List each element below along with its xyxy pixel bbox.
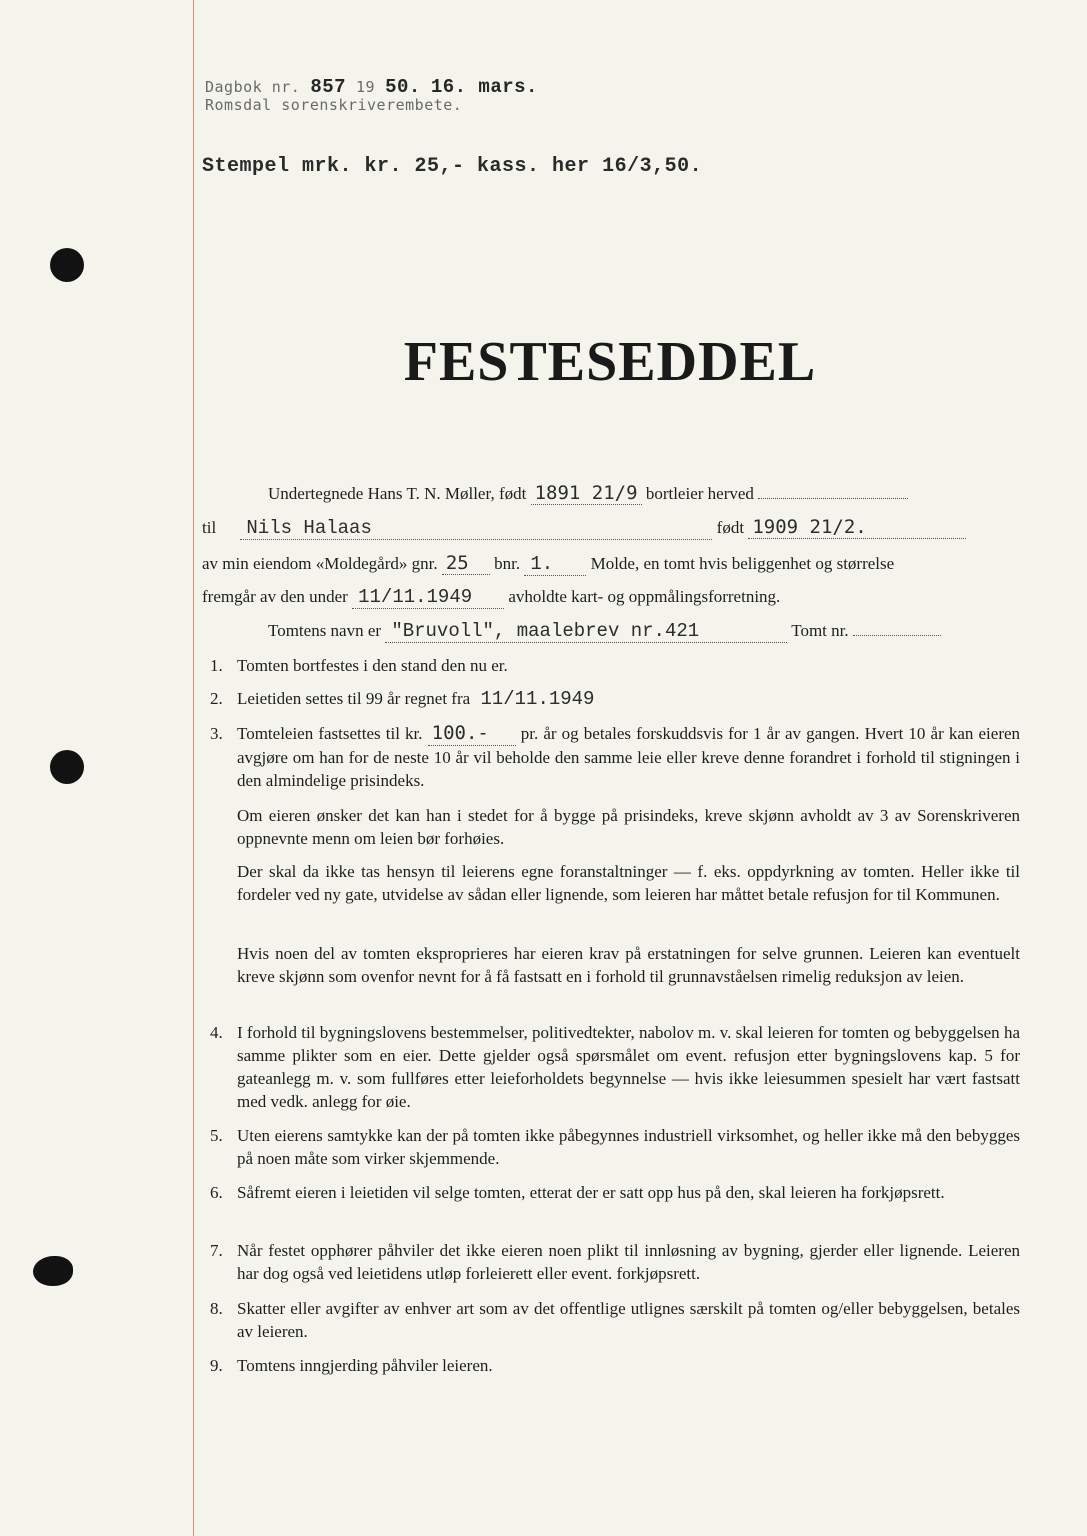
plot-number-blank (853, 621, 941, 636)
clause-text: pr. år og betales forskuddsvis for 1 år av gangen. Hvert 10 år kan eieren avgjøre om han for de neste 10 år vil beholde den samme leie eller kreve denne forandret i forhold til stigningen i den almindelige prisindeks. (237, 724, 1021, 790)
lessor-birthdate: 1891 21/9 (531, 482, 642, 505)
punch-hole (50, 750, 84, 784)
survey-date: 11/11.1949 (352, 586, 504, 609)
diary-stamp (205, 78, 538, 114)
gnr-value: 25 (442, 552, 490, 575)
margin-rule (193, 0, 194, 1536)
clause-text: Tomtens inngjerding påhviler leieren. (237, 1356, 493, 1375)
intro-line-3 (202, 552, 894, 576)
clause-text: Uten eierens samtykke kan der på tomten ikke påbegynnes industriell virksomhet, og heller ikke må den bebygges på noen måte som virker skjemmende. (237, 1126, 1020, 1168)
intro-line-2 (202, 516, 966, 540)
intro-text: fremgår av den under (202, 587, 348, 606)
intro-text: Tomt nr. (791, 621, 849, 640)
rent-amount: 100.- (428, 722, 516, 746)
clause-number: 5. (210, 1126, 223, 1145)
intro-text: født (716, 518, 745, 537)
lease-start-date: 11/11.1949 (480, 688, 595, 710)
clause-text: Skatter eller avgifter av enhver art som av det offentlige utlignes særskilt på tomten og/eller bebyggelsen, betales av leieren. (237, 1299, 1020, 1341)
intro-text: Tomtens navn er (268, 621, 382, 640)
clause-3-paragraph: Der skal da ikke tas hensyn til leierens egne foranstaltninger — f. eks. oppdyrkning av tomten. Heller ikke til fordeler ved ny gate, utvidelse av sådan eller lignende, som leieren har måttet betale refusjon for til Kommunen. (237, 862, 1020, 904)
lessee-birthdate: 1909 21/2. (748, 516, 966, 539)
clause-3 (210, 722, 1020, 792)
clause-9 (210, 1354, 1020, 1377)
intro-text: av min eiendom «Moldegård» gnr. (202, 554, 438, 573)
diary-year: 50. (385, 76, 421, 98)
clause-7 (210, 1239, 1020, 1285)
punch-hole (50, 248, 84, 282)
diary-number: 857 (310, 76, 347, 98)
lessee-name: Nils Halaas (240, 517, 712, 540)
intro-text: bortleier herved (645, 484, 754, 503)
clause-number: 4. (210, 1023, 223, 1042)
clause-text: Tomteleien fastsettes til kr. (237, 724, 423, 743)
intro-line-4 (202, 586, 780, 609)
clause-3-paragraph: Hvis noen del av tomten eksproprieres har eieren krav på erstatningen for selve grunnen. Leieren kan eventuelt kreve skjønn som ovenfor nevnt for å få fastsatt en i forhold til grunnavståelsen rimelig reduksjon av leien. (237, 944, 1020, 986)
clause-6 (210, 1181, 1020, 1204)
plot-name: "Bruvoll", maalebrev nr.421 (385, 620, 787, 643)
intro-text: til (202, 518, 217, 537)
clause-text: Såfremt eieren i leietiden vil selge tomten, etterat der er satt opp hus på den, skal leieren ha forkjøpsrett. (237, 1183, 945, 1202)
intro-text: Molde, en tomt hvis beliggenhet og størrelse (590, 554, 895, 573)
intro-text: avholdte kart- og oppmålingsforretning. (508, 587, 781, 606)
bnr-value: 1. (524, 553, 586, 576)
stamp-fee-line: Stempel mrk. kr. 25,- kass. her 16/3,50. (202, 155, 703, 178)
clause-text: Når festet opphører påhviler det ikke eieren noen plikt til innløsning av bygning, gjerder eller lignende. Leieren har dog også ved leietidens utløp forleierett eller event. forkjøpsrett. (237, 1241, 1020, 1283)
clause-2 (210, 687, 1020, 711)
intro-line-5 (268, 620, 941, 643)
clause-text: I forhold til bygningslovens bestemmelser, politivedtekter, nabolov m. v. skal leieren for tomten og bebyggelsen ha samme plikter som en eier. Dette gjelder også spørsmålet om event. refusjon etter bygningslovens kap. 5 for gateanlegg m. v. som fullføres etter leieforholdets begynnelse — hvis ikke leiesummen spesielt har vært fastsatt med vedk. anlegg for øie. (237, 1023, 1020, 1111)
clause-text: Leietiden settes til 99 år regnet fra (237, 689, 471, 708)
intro-text: bnr. (494, 554, 521, 573)
clause-number: 2. (210, 689, 223, 708)
clause-4 (210, 1021, 1020, 1113)
clause-text: Tomten bortfestes i den stand den nu er. (237, 656, 508, 675)
stamp-label: Dagbok nr. (205, 78, 301, 96)
intro-text: Undertegnede Hans T. N. Møller, født (268, 484, 527, 503)
stamp-year-prefix: 19 (356, 78, 376, 96)
clause-number: 7. (210, 1241, 223, 1260)
clause-1 (210, 654, 1020, 677)
blank-line (758, 484, 908, 499)
punch-hole (33, 1256, 73, 1286)
clause-number: 6. (210, 1183, 223, 1202)
intro-line-1 (268, 482, 908, 505)
clause-number: 1. (210, 656, 223, 675)
clause-8 (210, 1297, 1020, 1343)
diary-date: 16. mars. (430, 76, 538, 98)
clause-number: 8. (210, 1299, 223, 1318)
document-title: FESTESEDDEL (403, 331, 817, 393)
clause-number: 3. (210, 724, 223, 743)
clause-5 (210, 1124, 1020, 1170)
stamp-office: Romsdal sorenskriverembete. (205, 96, 463, 114)
clause-number: 9. (210, 1356, 223, 1375)
clause-3-paragraph: Om eieren ønsker det kan han i stedet for å bygge på prisindeks, kreve skjønn avholdt av 3 av Sorenskriveren oppnevnte menn om leien bør forhøies. (237, 806, 1020, 848)
